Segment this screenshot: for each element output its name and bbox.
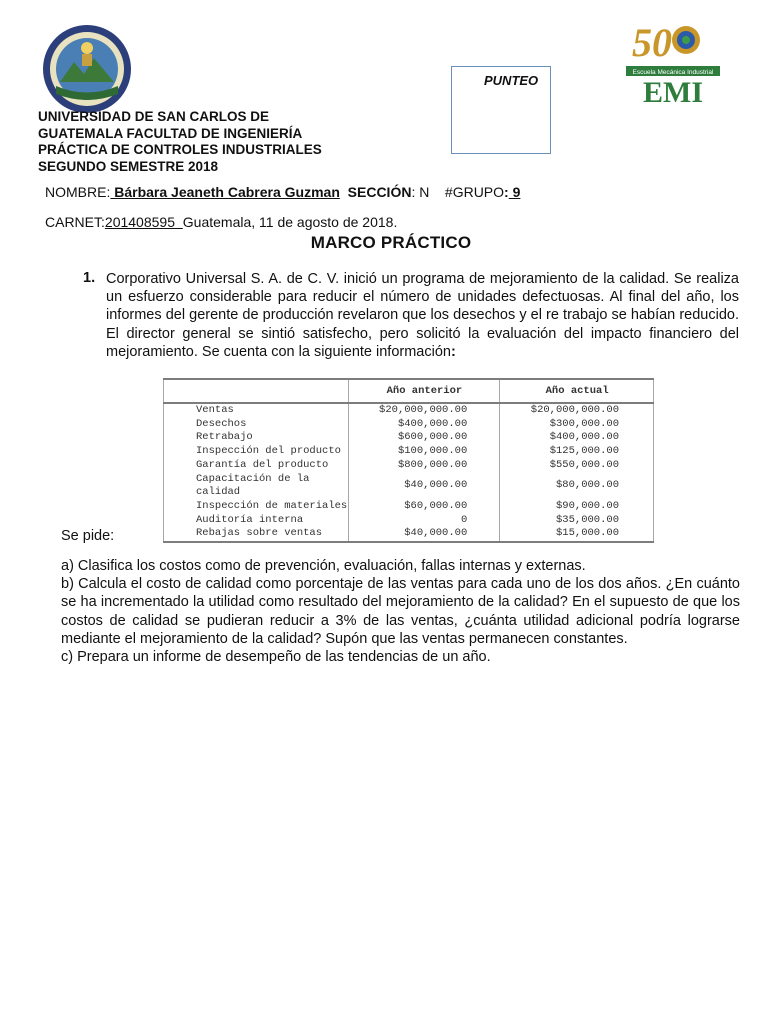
question-body: Corporativo Universal S. A. de C. V. inició un programa de mejoramiento de la calidad. Se realiza un esfuerzo considerable para reducir el número de unidades defectuosas. Al final del año, los informes del gerente de producción revelaron que los desechos y el re trabajo se habían reducido. El director general se sintió satisfecho, pero solicitó la evaluación del impacto financiero del mejoramiento. Se cuenta con la siguiente información [106,271,739,360]
gear-icon [672,26,700,54]
table-row [164,527,654,542]
question-text [106,270,739,361]
emi-50-years-logo [624,18,722,104]
group-value: 9 [508,184,521,200]
carnet-line [45,214,397,230]
table-cell-concept: Inspección del producto [164,445,349,459]
logo-number: 50 [632,20,672,65]
university-line-4: SEGUNDO SEMESTRE 2018 [38,158,219,174]
group-colon: : [504,184,509,200]
table-cell-prev: $400,000.00 [348,418,500,432]
group-label: #GRUPO [444,184,505,200]
page-title: MARCO PRÁCTICO [310,233,472,252]
score-label: PUNTEO [484,73,539,88]
carnet-value: 201408595 [104,214,183,230]
table-row [164,514,654,528]
table-cell-prev: $100,000.00 [348,445,500,459]
student-name: Bárbara Jeaneth Cabrera Guzman [110,184,340,200]
task-b: b) Calcula el costo de calidad como porcentaje de las ventas para cada uno de los dos años. ¿En cuánto se ha incrementado la utilidad como resultado del mejoramiento de la calidad? En el supuesto de que los costos de calidad se pudieran reducir a 3% de las ventas, ¿cuánta utilidad adicional podría lograrse mediante el mejoramiento de la calidad? Supón que las ventas permanecen constantes. [61,576,740,647]
table-row [164,403,654,418]
table-cell-concept: Rebajas sobre ventas [164,527,349,542]
score-box [451,66,551,154]
table-cell-prev: $20,000,000.00 [348,403,500,418]
table-cell-prev: $60,000.00 [348,500,500,514]
university-line-2: GUATEMALA FACULTAD DE INGENIERÍA [38,125,303,141]
table-header-current-year: Año actual [500,379,654,403]
table-row [164,431,654,445]
task-a: a) Clasifica los costos como de prevención, evaluación, fallas internas y externas. [61,558,586,574]
university-seal-logo [42,24,132,114]
table-cell-current: $550,000.00 [500,459,654,473]
university-header [38,109,368,175]
table-cell-current: $20,000,000.00 [500,403,654,418]
task-c: c) Prepara un informe de desempeño de las tendencias de un año. [61,649,491,666]
section-value: : N [411,184,430,200]
table-cell-current: $35,000.00 [500,514,654,528]
table-cell-concept: Desechos [164,418,349,432]
table-cell-prev: $40,000.00 [348,473,500,500]
table-row [164,473,654,500]
task-list [61,557,740,666]
logo-tagline: Escuela Mecánica Industrial [632,69,714,76]
table-header-prev-year: Año anterior [348,379,500,403]
name-label: NOMBRE: [45,184,111,200]
table-cell-concept: Capacitación de la calidad [164,473,349,500]
table-cell-current: $400,000.00 [500,431,654,445]
section-label: SECCIÓN [347,184,412,200]
table-row [164,418,654,432]
table-row [164,445,654,459]
table-row [164,459,654,473]
question-number: 1. [83,270,96,286]
table-cell-prev: 0 [348,514,500,528]
table-header-concept [164,379,349,403]
table-cell-concept: Retrabajo [164,431,349,445]
university-line-1: UNIVERSIDAD DE SAN CARLOS DE [38,109,270,124]
table-row [164,500,654,514]
table-cell-prev: $600,000.00 [348,431,500,445]
carnet-label: CARNET: [45,214,105,230]
table-cell-concept: Auditoría interna [164,514,349,528]
cost-table [163,378,654,543]
table-cell-current: $90,000.00 [500,500,654,514]
se-pide-label: Se pide: [61,528,115,544]
table-header-row [164,379,654,403]
table-cell-current: $15,000.00 [500,527,654,542]
university-line-3: PRÁCTICA DE CONTROLES INDUSTRIALES [38,142,322,157]
table-cell-prev: $800,000.00 [348,459,500,473]
table-cell-concept: Garantía del producto [164,459,349,473]
logo-acronym: EMI [643,76,703,104]
student-name-line [45,184,520,200]
table-cell-current: $80,000.00 [500,473,654,500]
question-colon: : [450,343,456,360]
table-cell-concept: Ventas [164,403,349,418]
table-cell-current: $125,000.00 [500,445,654,459]
table-cell-prev: $40,000.00 [348,527,500,542]
table-cell-concept: Inspección de materiales [164,500,349,514]
table-cell-current: $300,000.00 [500,418,654,432]
date-text: Guatemala, 11 de agosto de 2018. [182,214,398,230]
